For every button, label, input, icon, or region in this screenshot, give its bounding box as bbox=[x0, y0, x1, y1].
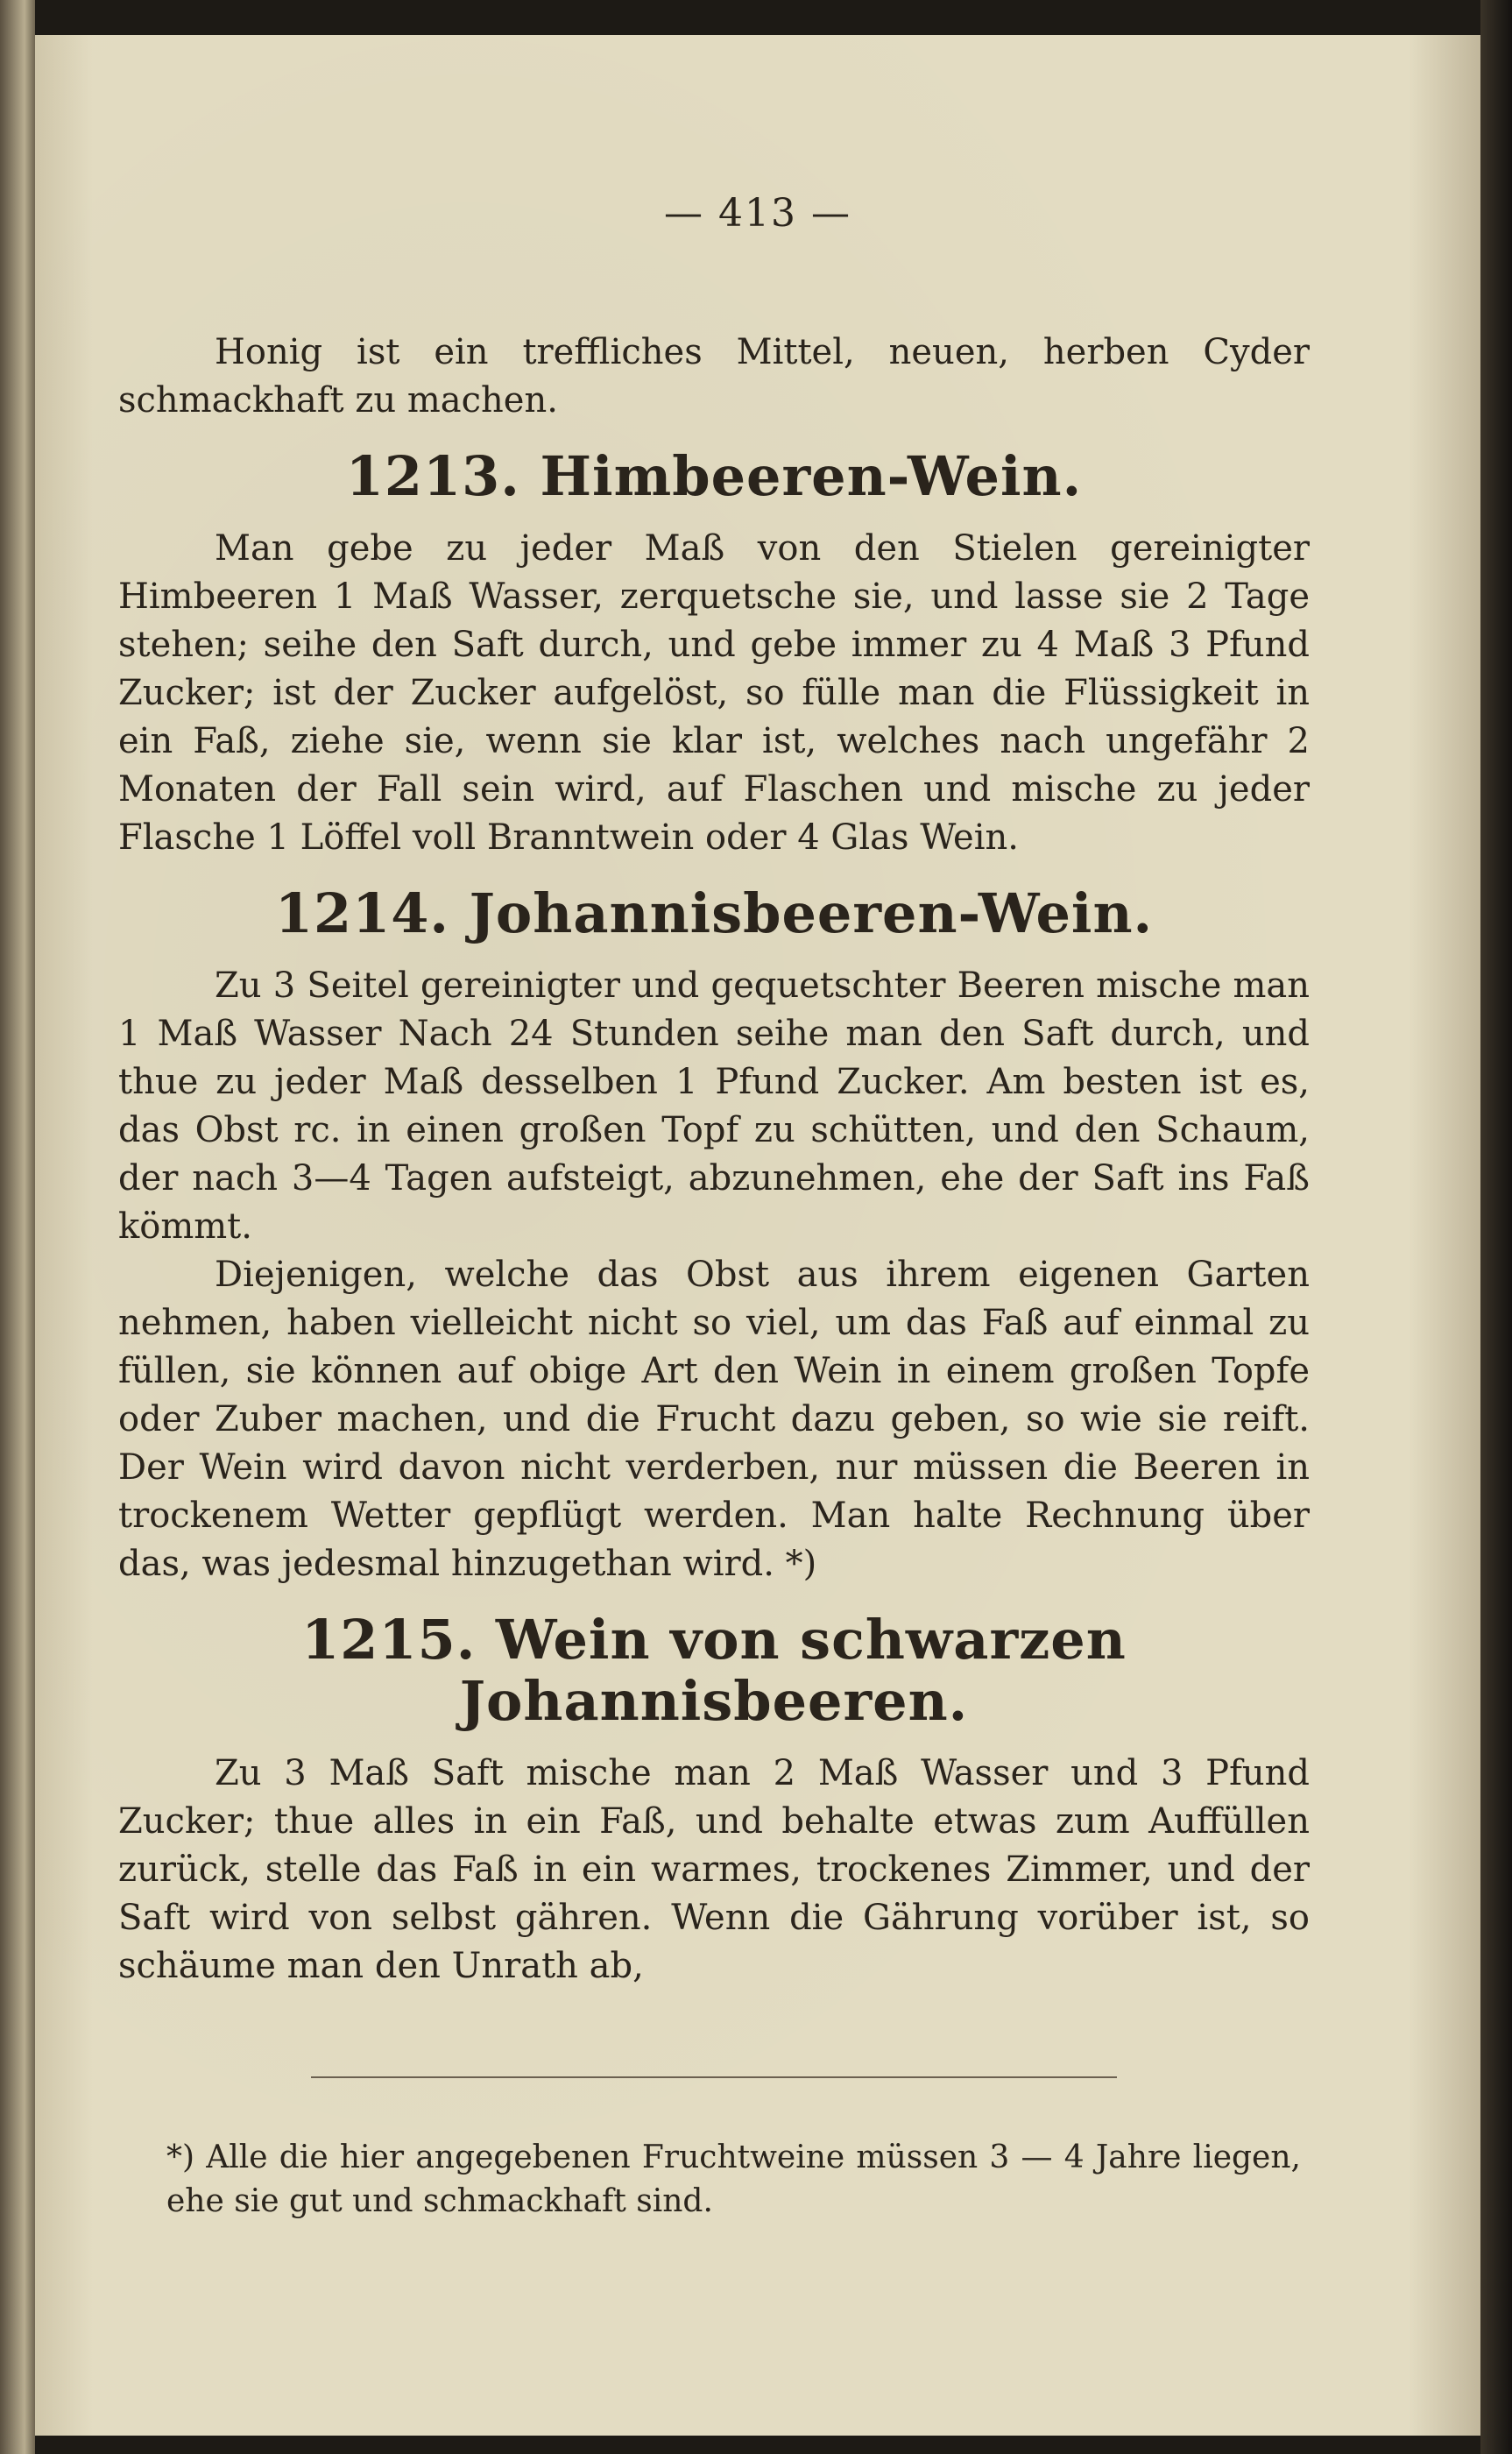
page-body bbox=[118, 329, 1310, 1991]
book-gutter bbox=[0, 0, 35, 2454]
heading-1214: 1214. Johannisbeeren-Wein. bbox=[274, 881, 1154, 945]
page-number: — 413 — bbox=[664, 191, 851, 236]
intro-paragraph: Honig ist ein treffliches Mittel, neuen, herben Cyder schmackhaft zu machen. bbox=[118, 332, 1310, 421]
paragraph-1215: Zu 3 Maß Saft mische man 2 Maß Wasser und 3 Pfund Zucker; thue alles in ein Faß, und behalte etwas zum Auffüllen zurück, stelle das Faß in ein warmes, trockenes Zimmer, und der Saft wird von selbst gähren. Wenn die Gährung vorüber ist, so schäume man den Unrath ab, bbox=[118, 1753, 1310, 1986]
footnote-rule bbox=[311, 2076, 1117, 2078]
heading-1213: 1213. Himbeeren-Wein. bbox=[345, 444, 1083, 508]
book-page bbox=[35, 35, 1480, 2436]
book-edge bbox=[1480, 0, 1512, 2454]
heading-1215: 1215. Wein von schwarzen Johannisbeeren. bbox=[301, 1608, 1127, 1733]
paragraph-1214-a: Zu 3 Seitel gereinigter und gequetschter Beeren mische man 1 Maß Wasser Nach 24 Stunden seihe man den Saft durch, und thue zu jeder Maß desselben 1 Pfund Zucker. Am besten ist es, das Obst rc. in einen großen Topf zu schütten, und den Schaum, der nach 3—4 Tagen aufsteigt, abzunehmen, ehe der Saft ins Faß kömmt. bbox=[118, 965, 1310, 1247]
footnote: *) Alle die hier angegebenen Fruchtweine müssen 3 — 4 Jahre liegen, ehe sie gut und schmackhaft sind. bbox=[166, 2139, 1301, 2219]
paragraph-1213: Man gebe zu jeder Maß von den Stielen gereinigter Himbeeren 1 Maß Wasser, zerquetsche sie, und lasse sie 2 Tage stehen; seihe den Saft durch, und gebe immer zu 4 Maß 3 Pfund Zucker; ist der Zucker aufgelöst, so fülle man die Flüssigkeit in ein Faß, ziehe sie, wenn sie klar ist, welches nach ungefähr 2 Monaten der Fall sein wird, auf Flaschen und mische zu jeder Flasche 1 Löffel voll Branntwein oder 4 Glas Wein. bbox=[118, 528, 1310, 858]
paragraph-1214-b: Diejenigen, welche das Obst aus ihrem eigenen Garten nehmen, haben vielleicht nicht so viel, um das Faß auf einmal zu füllen, sie können auf obige Art den Wein in einem großen Topfe oder Zuber machen, und die Frucht dazu geben, so wie sie reift. Der Wein wird davon nicht verderben, nur müssen die Beeren in trockenem Wetter gepflügt werden. Man halte Rechnung über das, was jedesmal hinzugethan wird. *) bbox=[118, 1255, 1310, 1584]
